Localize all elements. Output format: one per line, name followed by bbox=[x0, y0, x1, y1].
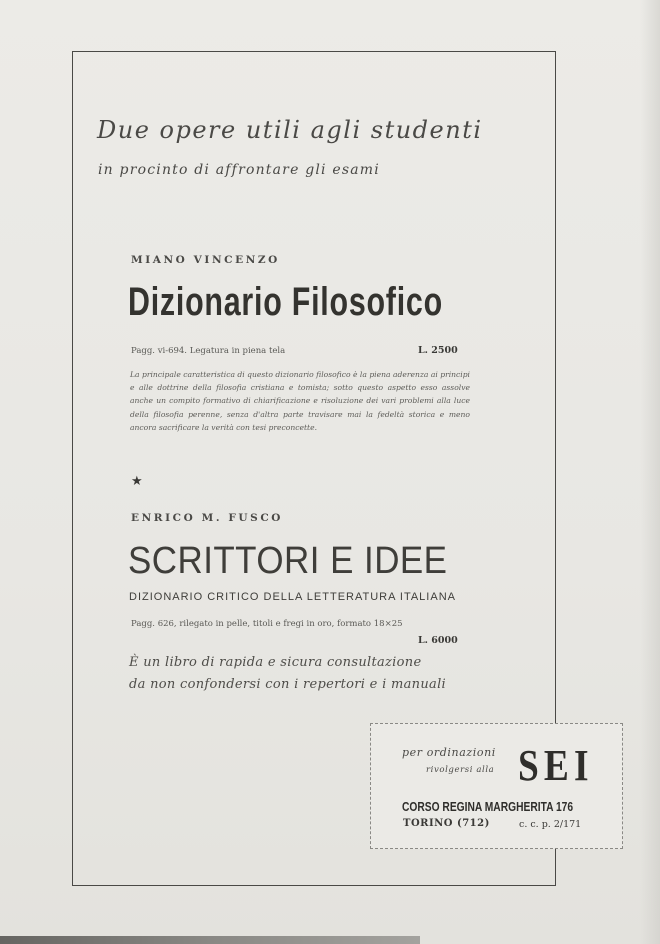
order-line1: per ordinazioni bbox=[402, 746, 496, 759]
book1-details: Pagg. vi-694. Legatura in piena tela bbox=[131, 346, 286, 356]
book1-title: Dizionario Filosofico bbox=[128, 280, 443, 324]
publisher-address: CORSO REGINA MARGHERITA 176 bbox=[402, 800, 574, 814]
publisher-name: SEI bbox=[518, 741, 594, 790]
book2-subtitle: DIZIONARIO CRITICO DELLA LETTERATURA ITALIANA bbox=[129, 591, 456, 603]
book2-tagline-line1: È un libro di rapida e sicura consultazione bbox=[129, 655, 422, 670]
book2-price: L. 6000 bbox=[418, 635, 458, 646]
subheadline: in procinto di affrontare gli esami bbox=[98, 162, 380, 178]
bottom-print-strip bbox=[0, 936, 420, 944]
postal-account: c. c. p. 2/171 bbox=[519, 819, 582, 830]
book2-title: SCRITTORI E IDEE bbox=[128, 540, 448, 582]
page-edge-shadow bbox=[640, 0, 660, 944]
headline: Due opere utili agli studenti bbox=[97, 116, 483, 144]
book1-price: L. 2500 bbox=[418, 345, 458, 356]
book1-author: MIANO VINCENZO bbox=[131, 254, 280, 266]
book1-blurb: La principale caratteristica di questo dizionario filosofico è la piena aderenza ai principi e alle dottrine della filosofia cristiana e tomista; sotto questo aspetto esso assolve anche un compito formativo di chiarificazione e risoluzione dei vari problemi alla luce della filosofia perenne, senza d'altra parte travisare mai la fedeltà storica e meno ancora sacrificare la verità con tesi preconcette. bbox=[130, 370, 470, 432]
book2-details: Pagg. 626, rilegato in pelle, titoli e fregi in oro, formato 18×25 bbox=[131, 619, 403, 629]
publisher-city: TORINO (712) bbox=[403, 818, 490, 829]
order-line2: rivolgersi alla bbox=[426, 765, 495, 775]
book2-author: ENRICO M. FUSCO bbox=[131, 512, 284, 524]
book2-tagline-line2: da non confondersi con i repertori e i manuali bbox=[129, 677, 446, 692]
star-separator: ★ bbox=[131, 474, 143, 489]
